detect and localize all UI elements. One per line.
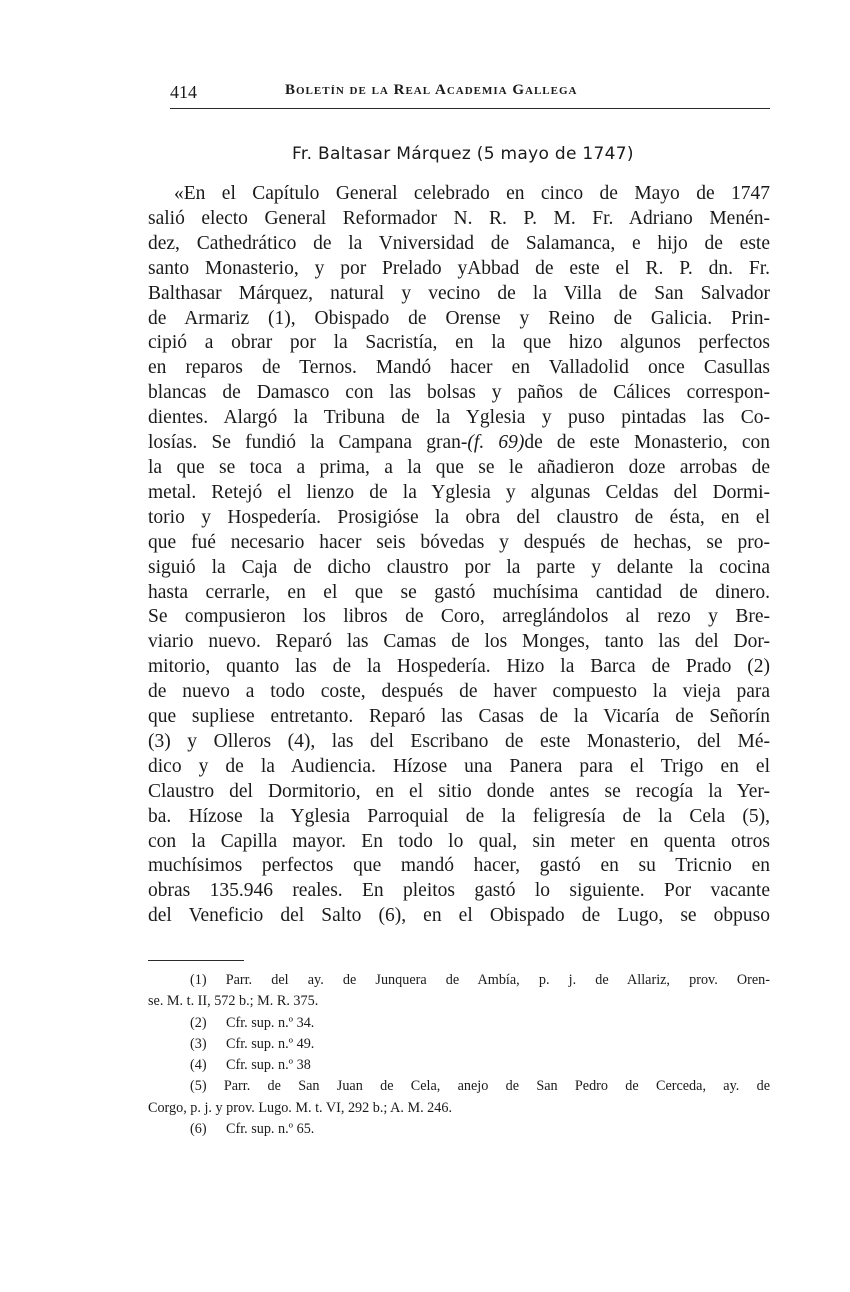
body-line: siguió la Caja de dicho claustro por la parte y delante la cocina: [148, 556, 770, 578]
footnote-ref: (4): [190, 1057, 207, 1074]
body-line: Balthasar Márquez, natural y vecino de la Villa de San Salvador: [148, 282, 770, 304]
footnote-2: [148, 1013, 770, 1034]
body-line: de Armariz (1), Obispado de Orense y Reino de Galicia. Prin-: [148, 307, 770, 329]
footnote-ref: (2): [190, 1014, 207, 1031]
footnote-1: (1) Parr. del ay. de Junquera de Ambía, p. j. de Allariz, prov. Oren-: [190, 972, 770, 988]
footnote-4: [148, 1055, 770, 1076]
body-line: dico y de la Audiencia. Hízose una Panera para el Trigo en el: [148, 755, 770, 777]
body-line: la que se toca a prima, a la que se le añadieron doze arrobas de: [148, 456, 770, 478]
body-text: [148, 182, 770, 929]
running-header: [170, 78, 770, 109]
body-line: metal. Retejó el lienzo de la Yglesia y algunas Celdas del Dormi-: [148, 481, 770, 503]
page-number: 414: [170, 82, 197, 102]
body-line: torio y Hospedería. Prosigióse la obra del claustro de ésta, en el: [148, 506, 770, 528]
footnote-5-continued: Corgo, p. j. y prov. Lugo. M. t. VI, 292 b.; A. M. 246.: [148, 1099, 452, 1116]
footnote-6: [148, 1119, 770, 1140]
body-line: (3) y Olleros (4), las del Escribano de este Monasterio, del Mé-: [148, 730, 770, 752]
body-line: que supliese entretanto. Reparó las Casas de la Vicaría de Señorín: [148, 706, 770, 728]
body-line: que fué necesario hacer seis bóvedas y después de hechas, se pro-: [148, 531, 770, 553]
folio-reference: (f. 69): [467, 432, 525, 454]
body-line: santo Monasterio, y por Prelado yAbbad de este el R. P. dn. Fr.: [148, 257, 770, 279]
footnote-text: Cfr. sup. n.º 49.: [226, 1035, 315, 1052]
footnotes: [148, 970, 770, 1140]
footnote-ref: (3): [190, 1035, 207, 1052]
body-line-part: losías. Se fundió la Campana gran-: [148, 432, 468, 454]
body-line: con la Capilla mayor. En todo lo qual, sin meter en quenta otros: [148, 830, 770, 852]
body-line-with-folio: [148, 431, 770, 456]
journal-title: Boletín de la Real Academia Gallega: [285, 82, 578, 98]
footnote-text: Cfr. sup. n.º 38: [226, 1057, 311, 1074]
body-line: obras 135.946 reales. En pleitos gastó lo siguiente. Por vacante: [148, 880, 770, 902]
body-line: en reparos de Ternos. Mandó hacer en Valladolid once Casullas: [148, 357, 770, 379]
footnote-ref: (6): [190, 1121, 207, 1138]
footnote-text: Cfr. sup. n.º 65.: [226, 1121, 315, 1138]
footnote-3: [148, 1034, 770, 1055]
body-line: salió electo General Reformador N. R. P. M. Fr. Adriano Menén-: [148, 207, 770, 229]
footnote-1-continued: se. M. t. II, 572 b.; M. R. 375.: [148, 993, 319, 1010]
body-line: «En el Capítulo General celebrado en cinco de Mayo de 1747: [174, 183, 770, 204]
body-line: hasta cerrarle, en el que se gastó muchísima cantidad de dinero.: [148, 581, 770, 603]
body-line: de nuevo a todo coste, después de haver compuesto la vieja para: [148, 681, 770, 703]
body-line: viario nuevo. Reparó las Camas de los Monges, tanto las del Dor-: [148, 631, 770, 653]
body-line: dez, Cathedrático de la Vniversidad de Salamanca, e hijo de este: [148, 232, 770, 254]
body-line: cipió a obrar por la Sacristía, en la que hizo algunos perfectos: [148, 332, 770, 354]
body-line: muchísimos perfectos que mandó hacer, gastó en su Tricnio en: [148, 855, 770, 877]
footnote-5: (5) Parr. de San Juan de Cela, anejo de San Pedro de Cerceda, ay. de: [190, 1078, 770, 1095]
body-line: dientes. Alargó la Tribuna de la Yglesia y puso pintadas las Co-: [148, 407, 770, 429]
body-line-part: de de este Monasterio, con: [524, 432, 771, 454]
footnote-text: Cfr. sup. n.º 34.: [226, 1014, 315, 1031]
body-line: Se compusieron los libros de Coro, arreglándolos al rezo y Bre-: [148, 606, 770, 628]
body-line: ba. Hízose la Yglesia Parroquial de la feligresía de la Cela (5),: [148, 805, 770, 827]
body-line: del Veneficio del Salto (6), en el Obispado de Lugo, se obpuso: [148, 905, 770, 927]
section-title: Fr. Baltasar Márquez (5 mayo de 1747): [292, 144, 634, 164]
body-line: mitorio, quanto las de la Hospedería. Hizo la Barca de Prado (2): [148, 656, 770, 678]
body-line: blancas de Damasco con las bolsas y paños de Cálices correspon-: [148, 382, 770, 404]
footnote-divider: [148, 960, 244, 961]
body-line: Claustro del Dormitorio, en el sitio donde antes se recogía la Yer-: [148, 780, 770, 802]
